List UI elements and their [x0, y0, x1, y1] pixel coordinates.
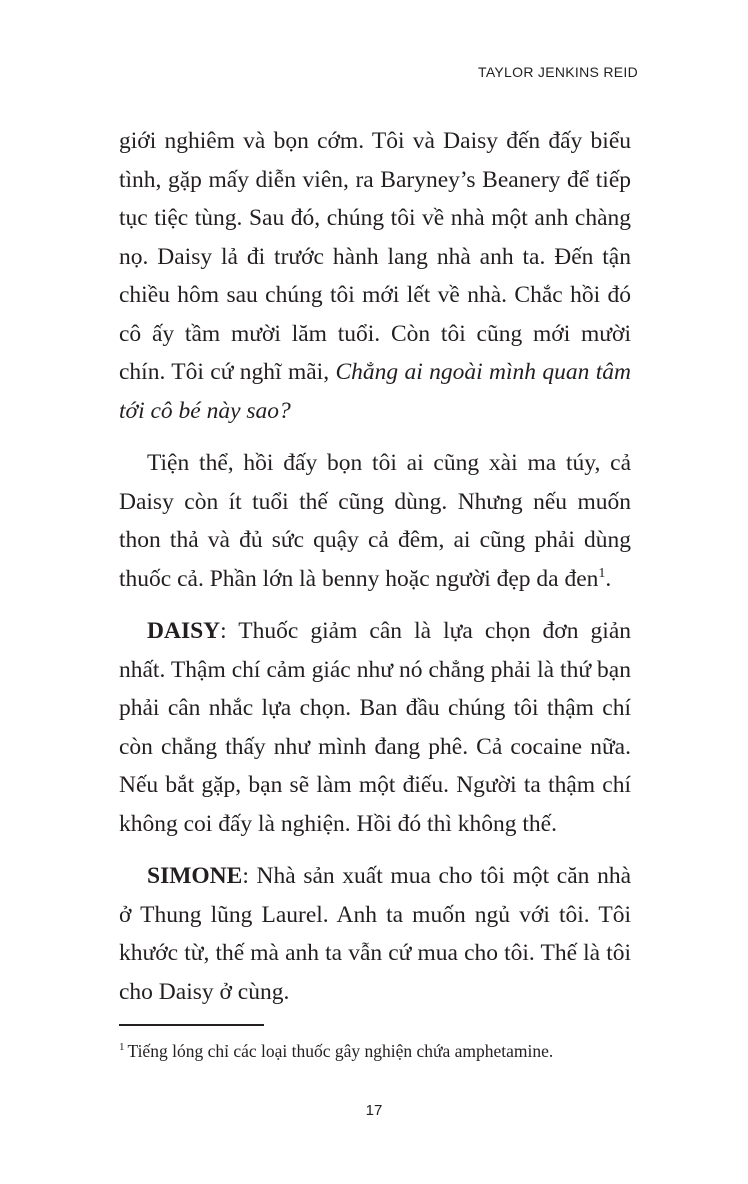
body-text	[119, 122, 631, 1011]
paragraph-continuation	[119, 122, 631, 430]
footnote-divider	[119, 1024, 264, 1026]
footnote	[119, 1040, 659, 1062]
paragraph-daisy	[119, 612, 631, 843]
paragraph-text: : Thuốc giảm cân là lựa chọn đơn giản nhất. Thậm chí cảm giác như nó chẳng phải là thứ bạn phải cân nhắc lựa chọn. Ban đầu chúng tôi thậm chí còn chẳng thấy như mình đang phê. Cả cocaine nữa. Nếu bắt gặp, bạn sẽ làm một điếu. Người ta thậm chí không coi đấy là nghiện. Hồi đó thì không thế.	[119, 618, 631, 837]
paragraph-text: giới nghiêm và bọn cớm. Tôi và Daisy đến đấy biểu tình, gặp mấy diễn viên, ra Baryney’s Beanery để tiếp tục tiệc tùng. Sau đó, chúng tôi về nhà một anh chàng nọ. Daisy lả đi trước hành lang nhà anh ta. Đến tận chiều hôm sau chúng tôi mới lết về nhà. Chắc hồi đó cô ấy tầm mười lăm tuổi. Còn tôi cũng mới mười chín. Tôi cứ nghĩ mãi,	[119, 128, 631, 385]
footnote-text: Tiếng lóng chỉ các loại thuốc gây nghiện chứa amphetamine.	[127, 1041, 554, 1061]
paragraph-drug-use	[119, 444, 631, 598]
running-head: TAYLOR JENKINS REID	[478, 64, 638, 80]
paragraph-text: : Nhà sản xuất mua cho tôi một căn nhà ở Thung lũng Laurel. Anh ta muốn ngủ với tôi. Tôi khước từ, thế mà anh ta vẫn cứ mua cho tôi. Thế là tôi cho Daisy ở cùng.	[119, 863, 631, 1005]
paragraph-text: Tiện thể, hồi đấy bọn tôi ai cũng xài ma túy, cả Daisy còn ít tuổi thế cũng dùng. Nhưng nếu muốn thon thả và đủ sức quậy cả đêm, ai cũng phải dùng thuốc cả. Phần lớn là benny hoặc người đẹp da đen	[119, 450, 631, 592]
page-number: 17	[365, 1102, 383, 1119]
paragraph-simone	[119, 857, 631, 1011]
italic-thought: Chẳng ai ngoài mình quan tâm tới cô bé này sao?	[119, 359, 631, 424]
speaker-name: DAISY	[147, 618, 221, 644]
paragraph-end: .	[605, 565, 612, 592]
speaker-name: SIMONE	[147, 863, 243, 889]
footnote-mark: 1	[119, 1041, 125, 1054]
footnote-reference: 1	[598, 565, 606, 581]
